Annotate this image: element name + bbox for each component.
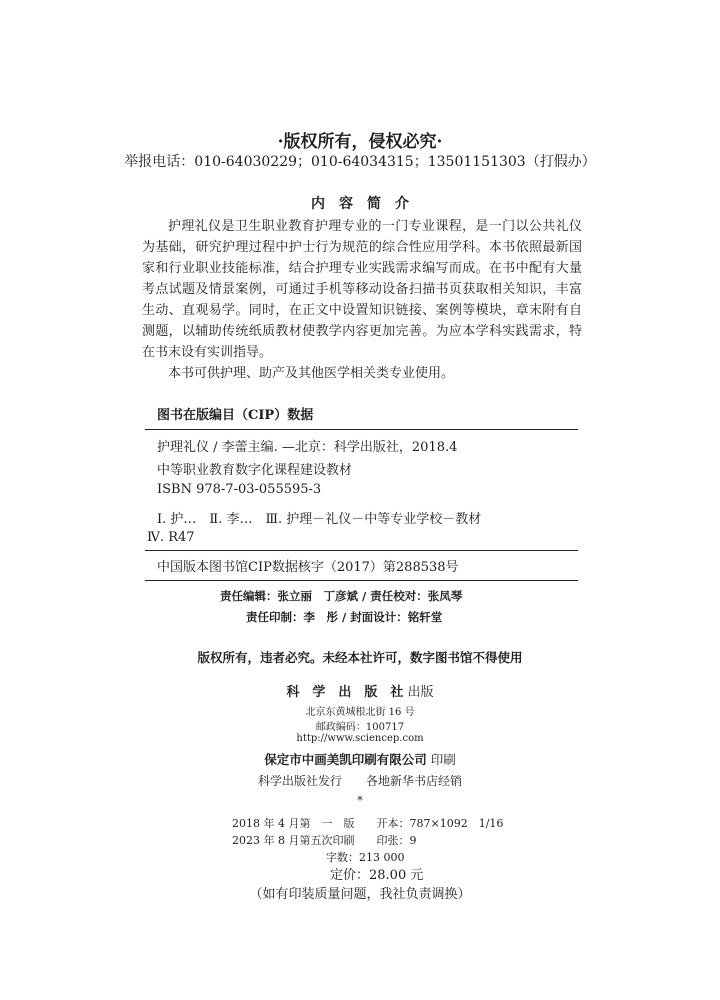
printing-line: 2023 年 8 月第五次印刷 印张：9 [232, 834, 417, 847]
summary-paragraph: 本书可供护理、助产及其他医学相关类专业使用。 [168, 366, 455, 381]
printer-line [0, 750, 720, 768]
report-hotline: 举报电话：010-64030229；010-64034315；13501151303（打假办） [124, 154, 596, 170]
publish-word: 出版 [407, 685, 434, 700]
publisher-postcode: 邮政编码：100717 [315, 722, 405, 733]
publisher-address: 北京东黄城根北街 16 号 [305, 707, 415, 718]
copyright-notice: ·版权所有，侵权必究· [277, 132, 443, 152]
printer-name: 保定市中画美凯印刷有限公司 [264, 752, 427, 767]
publisher-line [0, 681, 720, 700]
cip-middle-rule [145, 550, 578, 551]
distribution-line: 科学出版社发行 各地新华书店经销 [257, 774, 462, 788]
separator-asterisk: * [357, 794, 363, 807]
cip-top-rule [145, 429, 578, 430]
price: 定价：28.00 元 [330, 868, 424, 883]
summary-body [142, 216, 582, 384]
cip-classification: Ⅳ. R47 [147, 530, 195, 545]
cip-entry-line: 护理礼仪 / 李蕾主编. —北京：科学出版社，2018.4 [157, 440, 458, 455]
cip-isbn: ISBN 978-7-03-055595-3 [157, 482, 322, 497]
quality-note: （如有印装质量问题，我社负责调换） [249, 887, 471, 902]
rights-statement: 版权所有，违者必究。未经本社许可，数字图书馆不得使用 [197, 650, 523, 665]
cip-series-line: 中等职业教育数字化课程建设教材 [157, 463, 353, 478]
publisher-logotype: 科 学 出 版 社 [286, 685, 404, 700]
cip-bottom-rule [145, 580, 578, 581]
staff-production: 责任印制：李 彤 / 封面设计：铭轩堂 [246, 610, 443, 624]
word-count: 字数：213 000 [326, 851, 405, 864]
cip-verification: 中国版本图书馆CIP数据核字（2017）第288538号 [157, 560, 459, 575]
cip-title: 图书在版编目（CIP）数据 [157, 408, 314, 423]
cip-subjects-line: Ⅰ. 护… Ⅱ. 李… Ⅲ. 护理－礼仪－中等专业学校－教材 [157, 512, 482, 527]
edition-line: 2018 年 4 月第 一 版 开本：787×1092 1/16 [232, 817, 504, 830]
publisher-website: http://www.sciencep.com [296, 733, 424, 744]
staff-editors: 责任编辑：张立丽 丁彦斌 / 责任校对：张凤琴 [220, 589, 463, 603]
summary-paragraph: 护理礼仪是卫生职业教育护理专业的一门专业课程，是一门以公共礼仪为基础，研究护理过程中护士行为规范的综合性应用学科。本书依照最新国家和行业职业技能标准，结合护理专业实践需求编写而成。在书中配有大量考点试题及情景案例，可通过手机等移动设备扫描书页获取相关知识，丰富生动、直观易学。同时，在正文中设置知识链接、案例等模块，章末附有自测题，以辅助传统纸质教材使教学内容更加完善。为应本学科实践需求，特在书末设有实训指导。 [142, 219, 582, 360]
summary-heading: 内 容 简 介 [311, 196, 409, 212]
print-word: 印刷 [430, 752, 456, 767]
